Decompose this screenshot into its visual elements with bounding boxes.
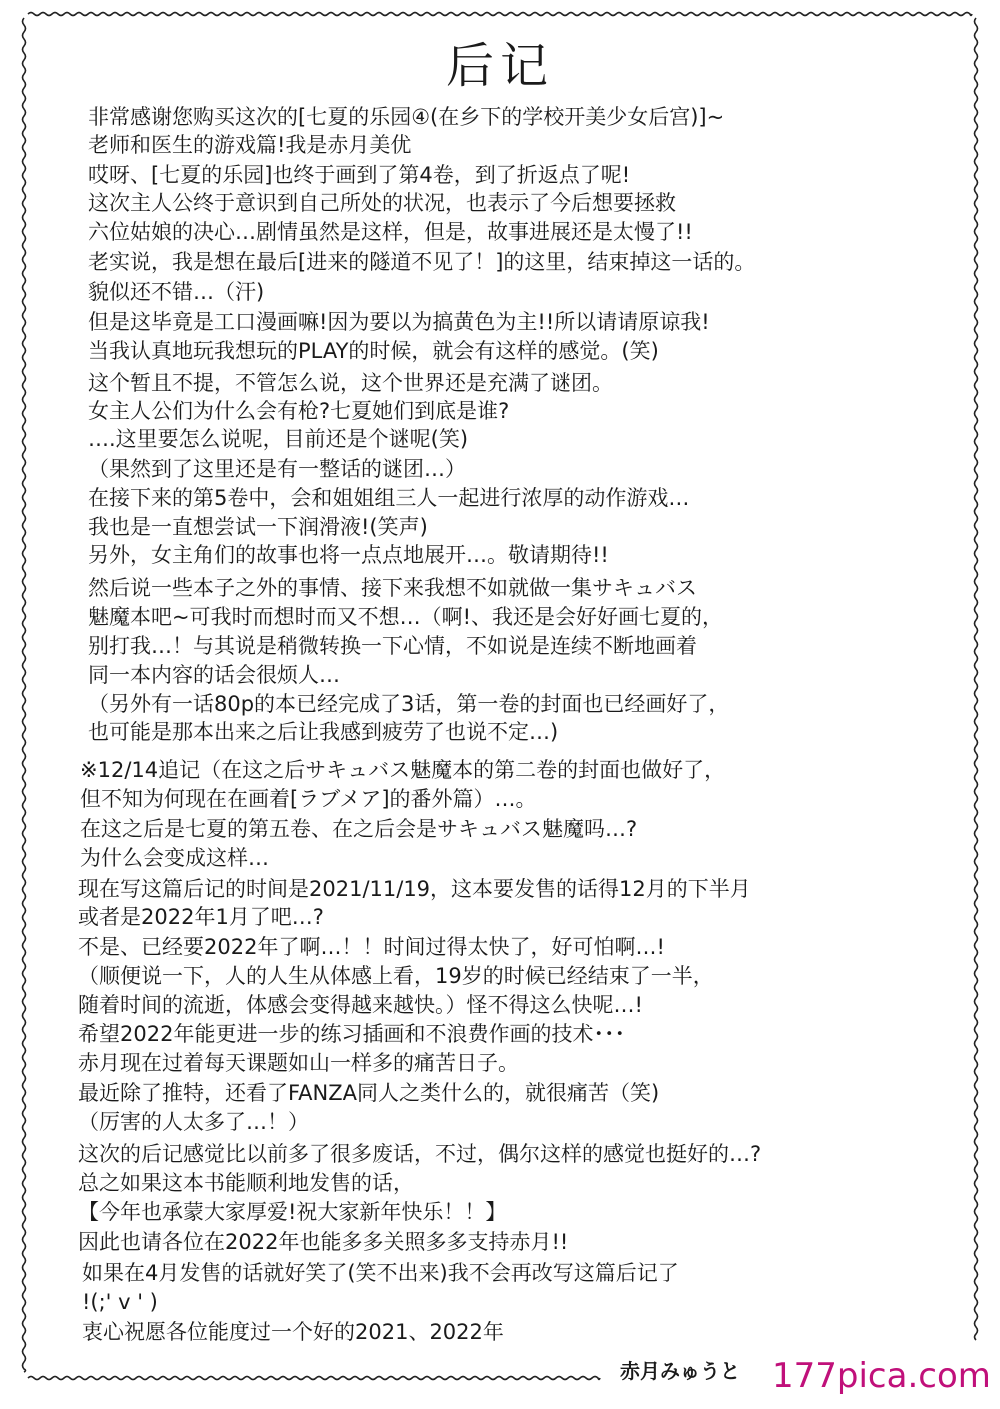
text-line: 衷心祝愿各位能度过一个好的2021、2022年	[82, 1320, 504, 1344]
text-line: 同一本内容的话会很烦人…	[88, 663, 340, 687]
author-signature: 赤月みゅうと	[620, 1359, 740, 1383]
text-line: 哎呀、[七夏的乐园]也终于画到了第4卷，到了折返点了呢!	[88, 163, 631, 187]
text-line: 六位姑娘的决心…剧情虽然是这样，但是，故事进展还是太慢了!!	[88, 220, 693, 244]
text-line: 也可能是那本出来之后让我感到疲劳了也说不定…)	[88, 720, 559, 744]
text-line: 因此也请各位在2022年也能多多关照多多支持赤月!!	[78, 1230, 569, 1254]
text-line: 女主人公们为什么会有枪?七夏她们到底是谁?	[88, 399, 510, 423]
text-line: 如果在4月发售的话就好笑了(笑不出来)我不会再改写这篇后记了	[82, 1261, 679, 1285]
text-line: 在接下来的第5卷中，会和姐姐组三人一起进行浓厚的动作游戏…	[88, 486, 690, 510]
text-line: （厉害的人太多了…！）	[78, 1110, 309, 1134]
text-line: 赤月现在过着每天课题如山一样多的痛苦日子。	[78, 1051, 519, 1075]
text-line: 我也是一直想尝试一下润滑液!(笑声)	[88, 515, 428, 539]
text-line: 这次的后记感觉比以前多了很多废话，不过，偶尔这样的感觉也挺好的…?	[78, 1142, 762, 1166]
text-line: （另外有一话80p的本已经完成了3话，第一卷的封面也已经画好了，	[88, 692, 730, 716]
text-line: 然后说一些本子之外的事情、接下来我想不如就做一集サキュバス	[88, 576, 697, 600]
text-line: 魅魔本吧~可我时而想时而又不想…（啊!、我还是会好好画七夏的，	[88, 605, 724, 629]
text-line: ※12/14追记（在这之后サキュバス魅魔本的第二卷的封面也做好了，	[80, 758, 726, 782]
text-line: ….这里要怎么说呢，目前还是个谜呢(笑)	[88, 427, 469, 451]
text-line: （顺便说一下，人的人生从体感上看，19岁的时候已经结束了一半，	[78, 964, 714, 988]
text-line: 在这之后是七夏的第五卷、在之后会是サキュバス魅魔吗…?	[80, 817, 638, 841]
text-line: 但是这毕竟是工口漫画嘛!因为要以为搞黄色为主!!所以请请原谅我!	[88, 310, 710, 334]
text-line: 为什么会变成这样…	[80, 846, 269, 870]
text-line: !(;' v ' )	[82, 1290, 158, 1314]
site-watermark: 177pica.com	[772, 1356, 991, 1396]
text-line: 随着时间的流逝，体感会变得越来越快。）怪不得这么快呢…!	[78, 993, 643, 1017]
text-line: 【今年也承蒙大家厚爱!祝大家新年快乐！！】	[78, 1200, 507, 1224]
text-line: 或者是2022年1月了吧…?	[78, 905, 324, 929]
text-line: 老实说，我是想在最后[进来的隧道不见了！]的这里，结束掉这一话的。	[88, 250, 756, 274]
text-line: 另外，女主角们的故事也将一点点地展开…。敬请期待!!	[88, 543, 609, 567]
page-title: 后记	[445, 38, 554, 94]
text-line: 当我认真地玩我想玩的PLAY的时候，就会有这样的感觉。(笑)	[88, 339, 659, 363]
text-line: 总之如果这本书能顺利地发售的话，	[78, 1171, 414, 1195]
text-line: 但不知为何现在在画着[ラブメア]的番外篇）…。	[80, 787, 537, 811]
text-line: 非常感谢您购买这次的[七夏的乐园④(在乡下的学校开美少女后宫)]~	[88, 105, 725, 129]
text-line: 老师和医生的游戏篇!我是赤月美优	[88, 133, 412, 157]
text-line: 不是、已经要2022年了啊…！！时间过得太快了，好可怕啊…!	[78, 935, 665, 959]
text-line: 这次主人公终于意识到自己所处的状况，也表示了今后想要拯救	[88, 191, 676, 215]
text-line: 最近除了推特，还看了FANZA同人之类什么的，就很痛苦（笑)	[78, 1081, 660, 1105]
text-line: （果然到了这里还是有一整话的谜团…）	[88, 457, 466, 481]
text-line: 别打我…！与其说是稍微转换一下心情，不如说是连续不断地画着	[88, 634, 697, 658]
text-line: 希望2022年能更进一步的练习插画和不浪费作画的技术･･･	[78, 1022, 625, 1046]
text-line: 这个暂且不提，不管怎么说，这个世界还是充满了谜团。	[88, 371, 613, 395]
text-line: 现在写这篇后记的时间是2021/11/19，这本要发售的话得12月的下半月	[78, 877, 751, 901]
text-line: 貌似还不错…（汗)	[88, 280, 265, 304]
